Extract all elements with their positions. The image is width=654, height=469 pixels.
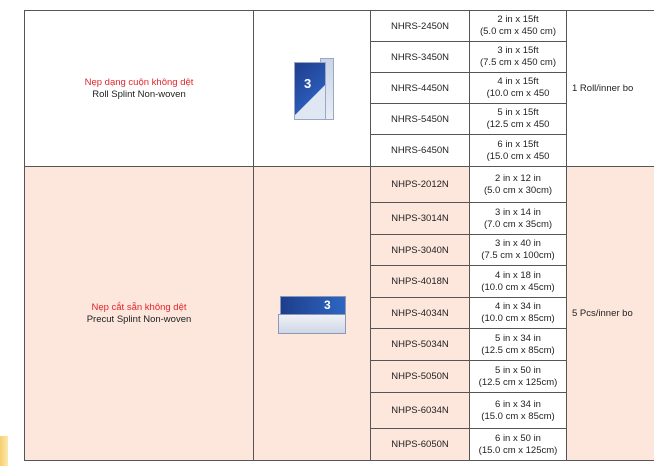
size-metric: (7.5 cm x 450 cm)	[479, 57, 557, 68]
precut-name-en: Precut Splint Non-woven	[86, 313, 192, 325]
roll-product-image-cell	[254, 11, 371, 167]
size-imperial: 6 in x 34 in	[495, 398, 541, 410]
product-size-cell	[470, 393, 567, 429]
product-code-cell: NHPS-4034N	[371, 298, 470, 329]
precut-box-number: 3	[324, 297, 331, 312]
product-size-cell	[470, 104, 567, 135]
product-code-cell: NHRS-5450N	[371, 104, 470, 135]
table-row	[25, 11, 654, 42]
product-size-cell	[470, 42, 567, 73]
product-size-cell	[470, 167, 567, 203]
size-imperial: 4 in x 18 in	[495, 269, 541, 281]
product-size-cell	[470, 135, 567, 167]
size-imperial: 6 in x 15ft	[497, 138, 539, 150]
product-code-cell: NHPS-3014N	[371, 203, 470, 235]
size-imperial: 4 in x 15ft	[497, 76, 539, 87]
size-metric: (10.0 cm x 450	[486, 88, 550, 99]
size-metric: (12.5 cm x 85cm)	[481, 344, 555, 356]
table-row	[25, 167, 654, 203]
size-metric: (15.0 cm x 85cm)	[481, 410, 555, 422]
precut-product-image-cell	[254, 167, 371, 461]
precut-packaging-cell: 5 Pcs/inner bo	[567, 167, 654, 461]
precut-product-box-image	[278, 292, 346, 336]
size-metric: (12.5 cm x 125cm)	[478, 376, 558, 388]
size-imperial: 5 in x 50 in	[495, 364, 541, 376]
product-size-cell	[470, 235, 567, 266]
product-code-cell: NHRS-4450N	[371, 73, 470, 104]
size-metric: (10.0 cm x 85cm)	[481, 313, 555, 324]
size-imperial: 5 in x 34 in	[495, 332, 541, 344]
size-imperial: 3 in x 15ft	[497, 45, 539, 56]
roll-packaging-cell: 1 Roll/inner bo	[567, 11, 654, 167]
size-metric: (5.0 cm x 30cm)	[483, 184, 553, 196]
size-metric: (15.0 cm x 125cm)	[478, 444, 558, 456]
product-size-cell	[470, 329, 567, 361]
product-table-body	[25, 11, 654, 461]
size-metric: (7.0 cm x 35cm)	[483, 218, 553, 230]
product-code-cell: NHRS-3450N	[371, 42, 470, 73]
size-metric: (12.5 cm x 450	[486, 119, 550, 130]
product-size-cell	[470, 73, 567, 104]
precut-product-name-cell	[25, 167, 254, 461]
product-size-cell	[470, 298, 567, 329]
roll-product-name-cell	[25, 11, 254, 167]
box-bottom	[278, 314, 346, 334]
roll-product-box-image	[290, 56, 334, 122]
product-code-cell: NHPS-6034N	[371, 393, 470, 429]
product-code-cell: NHPS-5034N	[371, 329, 470, 361]
product-code-cell: NHPS-6050N	[371, 429, 470, 461]
roll-name-vi: Nẹp dạng cuộn không dệt	[84, 76, 194, 88]
size-imperial: 6 in x 50 in	[495, 432, 541, 444]
page-edge-mark	[0, 436, 8, 466]
product-table	[24, 10, 654, 461]
product-size-cell	[470, 361, 567, 393]
product-code-cell: NHPS-2012N	[371, 167, 470, 203]
size-metric: (10.0 cm x 45cm)	[481, 281, 555, 293]
precut-name-vi: Nẹp cắt sẵn không dệt	[91, 301, 187, 313]
roll-box-number: 3	[304, 75, 312, 91]
size-imperial: 3 in x 40 in	[495, 238, 541, 249]
size-metric: (15.0 cm x 450	[486, 150, 550, 162]
product-code-cell: NHPS-5050N	[371, 361, 470, 393]
size-metric: (5.0 cm x 450 cm)	[479, 26, 557, 37]
product-code-cell: NHPS-4018N	[371, 266, 470, 298]
size-imperial: 2 in x 15ft	[497, 14, 539, 25]
product-code-cell: NHPS-3040N	[371, 235, 470, 266]
size-imperial: 4 in x 34 in	[495, 301, 541, 312]
box-top	[280, 296, 346, 316]
product-size-cell	[470, 203, 567, 235]
product-code-cell: NHRS-6450N	[371, 135, 470, 167]
size-imperial: 5 in x 15ft	[497, 107, 539, 118]
product-size-cell	[470, 266, 567, 298]
size-metric: (7.5 cm x 100cm)	[481, 250, 555, 261]
product-size-cell	[470, 429, 567, 461]
size-imperial: 2 in x 12 in	[495, 172, 541, 184]
roll-name-en: Roll Splint Non-woven	[92, 88, 186, 100]
box-face	[294, 62, 326, 120]
size-imperial: 3 in x 14 in	[495, 206, 541, 218]
product-size-cell	[470, 11, 567, 42]
product-code-cell: NHRS-2450N	[371, 11, 470, 42]
